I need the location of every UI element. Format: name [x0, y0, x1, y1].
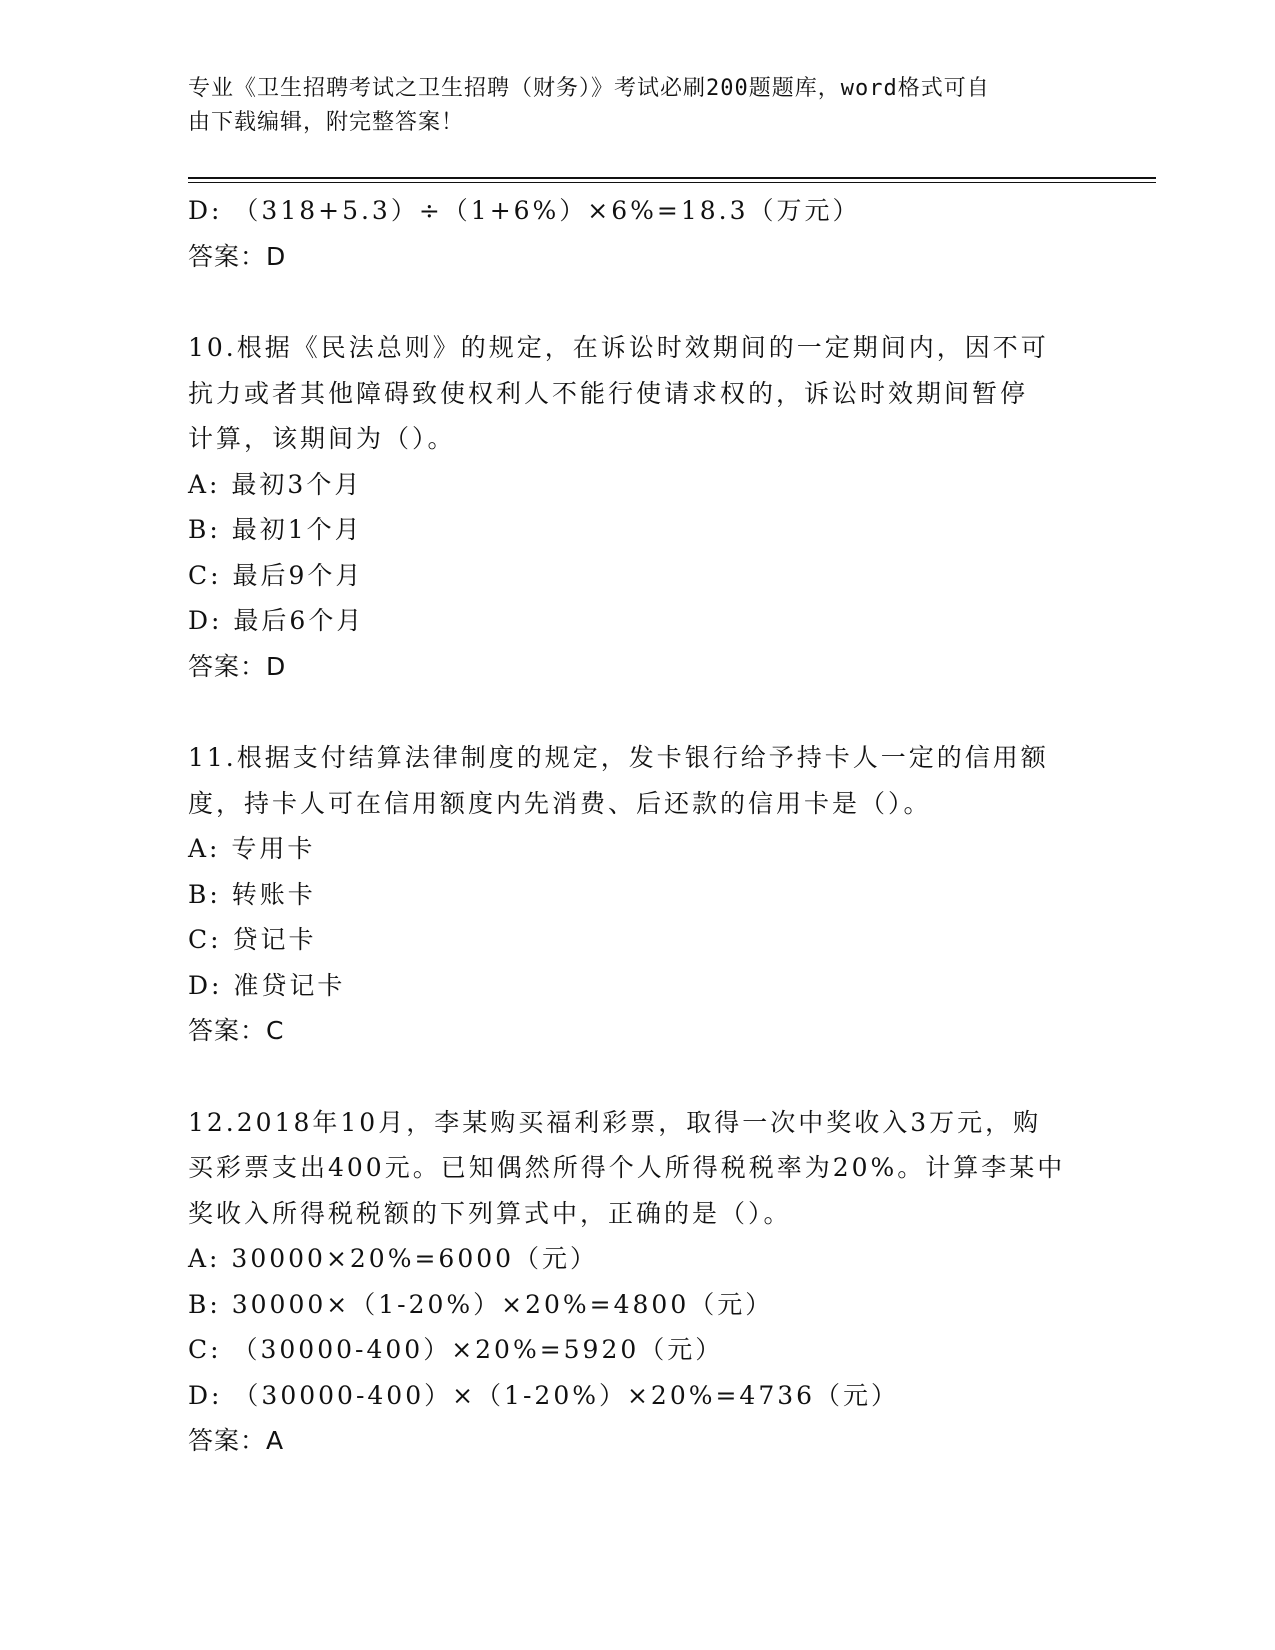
previous-question-tail	[188, 188, 1088, 279]
option-d: D: （318+5.3）÷（1+6%）×6%=18.3（万元）	[188, 196, 861, 225]
option-a: A: 30000×20%=6000（元）	[188, 1244, 599, 1273]
spacer	[188, 689, 1088, 735]
question-stem-line: 奖收入所得税税额的下列算式中，正确的是（）。	[188, 1198, 792, 1228]
option-a: A: 最初3个月	[188, 469, 363, 499]
option-c: C: 最后9个月	[188, 560, 364, 590]
option-c: C: （30000-400）×20%=5920（元）	[188, 1335, 724, 1364]
option-b: B: 30000×（1-20%）×20%=4800（元）	[188, 1289, 774, 1319]
option-b: B: 最初1个月	[188, 515, 363, 544]
question-stem-line: 抗力或者其他障碍致使权利人不能行使请求权的，诉讼时效期间暂停	[188, 378, 1029, 408]
header-line-1: 专业《卫生招聘考试之卫生招聘（财务）》考试必刷200题题库，word格式可自	[188, 76, 990, 101]
spacer	[188, 1054, 1088, 1100]
question-stem-line: 买彩票支出400元。已知偶然所得个人所得税税率为20%。计算李某中	[188, 1153, 1066, 1182]
question-11	[188, 735, 1088, 1054]
question-stem-line: 11.根据支付结算法律制度的规定，发卡银行给予持卡人一定的信用额	[188, 743, 1049, 772]
question-stem-line: 度，持卡人可在信用额度内先消费、后还款的信用卡是（）。	[188, 788, 932, 818]
option-d: D: 准贷记卡	[188, 970, 346, 1000]
answer-line: 答案：A	[188, 1426, 285, 1455]
answer-line: 答案：D	[188, 651, 287, 681]
question-12	[188, 1100, 1088, 1464]
option-b: B: 转账卡	[188, 879, 316, 909]
option-c: C: 贷记卡	[188, 925, 317, 954]
header-line-2: 由下载编辑，附完整答案！	[188, 110, 465, 135]
option-d: D: 最后6个月	[188, 606, 365, 635]
question-stem-line: 10.根据《民法总则》的规定，在诉讼时效期间的一定期间内，因不可	[188, 333, 1049, 362]
question-10	[188, 325, 1088, 689]
document-body	[188, 188, 1088, 1464]
answer-line: 答案：C	[188, 1016, 285, 1045]
question-stem-line: 12.2018年10月，李某购买福利彩票，取得一次中奖收入3万元，购	[188, 1107, 1042, 1137]
option-d: D: （30000-400）×（1-20%）×20%=4736（元）	[188, 1380, 900, 1410]
option-a: A: 专用卡	[188, 834, 316, 863]
header-divider-thin	[188, 182, 1156, 183]
spacer	[188, 279, 1088, 325]
document-header	[188, 72, 1068, 140]
header-divider-thick	[188, 177, 1156, 179]
answer-line: 答案：D	[188, 241, 287, 271]
question-stem-line: 计算，该期间为（）。	[188, 424, 456, 453]
